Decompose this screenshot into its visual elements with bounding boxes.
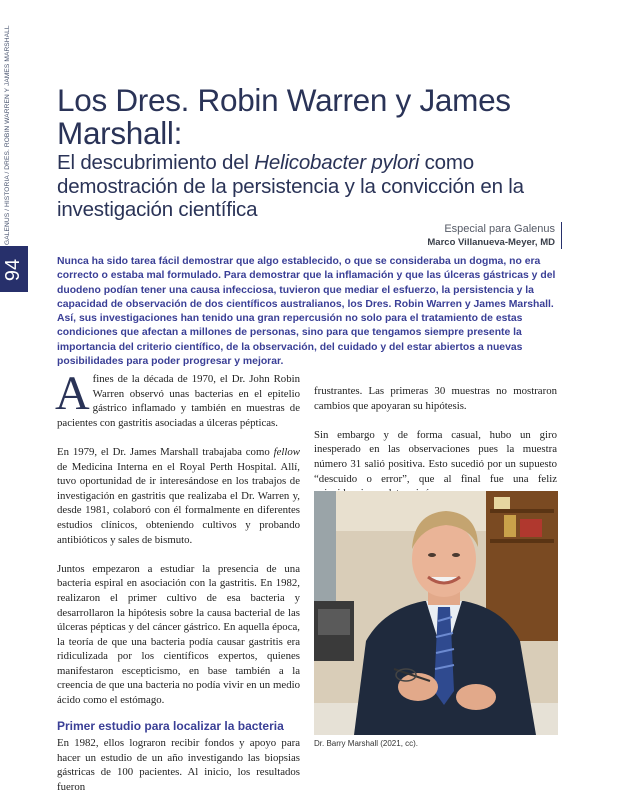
paragraph-5: frustrantes. Las primeras 30 muestras no mostraron cambios que apoyaran su hipótesis.: [314, 385, 557, 412]
article-title: Los Dres. Robin Warren y James Marshall:: [57, 82, 511, 151]
page-number: 94: [2, 258, 24, 282]
photo-caption: Dr. Barry Marshall (2021, cc).: [314, 739, 419, 748]
abstract: Nunca ha sido tarea fácil demostrar que algo establecido, o que se consideraba un dogma, no era correcto o estaba mal formulado. Para demostrar que la inflamación y que las úlceras gástricas y del duodeno podían tener una causa infecciosa, tuvieron que mediar el esfuerzo, la persistencia y la capacidad de observación de dos científicos australianos, los Dres. Robin Warren y James Marshall. Así, sus investigaciones han tenido una gran repercusión no solo para el tratamiento de estas condiciones que afectan a millones de personas, sino para que tengamos siempre presente la importancia del criterio científico, de la observación, del cuidado y del estar abiertos a nuevas posibilidades para poder progresar y mejorar.: [57, 256, 556, 368]
portrait-illustration: [314, 491, 558, 735]
paragraph-3: Juntos empezaron a estudiar la presencia de una bacteria espiral en asociación con la gastritis. En 1982, realizaron el primer cultivo de esa bacteria y desarrollaron la hipótesis sobre la causa bacterial de las úlceras pépticas y del cáncer gástrico. En aquella época, la teoría de que una bacteria podía causar gastritis era ridiculizada por los científicos expertos, quienes manifestaron escepticismo, en base también a la creencia de que una bacteria no podía vivir en un medio ácido como el estómago.: [57, 562, 300, 707]
running-head: GALENUS / HISTORIA / DRES. ROBIN WARREN Y JAMES MARSHALL: [4, 25, 11, 245]
section-heading: Primer estudio para localizar la bacteria: [57, 719, 284, 734]
article-subtitle: El descubrimiento del Helicobacter pylori como demostración de la persistencia y la convicción en la investigación científica: [57, 151, 524, 221]
paragraph-1: Afines de la década de 1970, el Dr. John Robin Warren observó unas bacterias en el epitelio gástrico inflamado y también en muestras de pacientes con gastritis asociadas a úlceras pépticas.: [55, 367, 300, 429]
column-left: [55, 367, 300, 802]
portrait-photo: [314, 491, 558, 735]
subtitle-species: Helicobacter pylori: [254, 151, 420, 174]
paragraph-6: Sin embargo y de forma casual, hubo un giro inesperado en las observaciones pues la muestra número 31 salió positiva. Esto sucedió por un supuesto “descuido o error”, que al final fue una feliz: [314, 428, 557, 485]
byline: [427, 222, 562, 249]
byline-author: Marco Villanueva-Meyer, MD: [427, 237, 555, 248]
paragraph-4: En 1982, ellos lograron recibir fondos y apoyo para hacer un estudio de un año investigando las biopsias gástricas de 100 pacientes. Al inicio, los resultados fueron: [57, 737, 300, 794]
paragraph-2: En 1979, el Dr. James Marshall trabajaba como fellow de Medicina Interna en el Royal Perth Hospital. Allí, tuvo oportunidad de ir interesándose en los trabajos de investigación en gastritis que realizaba el Dr. Warren y, desde 1981, colaboró con él formalmente en diferentes estudios clínicos, obteniendo cultivos y probando antibióticos y sales de bismuto.: [57, 445, 300, 546]
byline-special: Especial para Galenus: [444, 223, 555, 235]
drop-cap: A: [55, 367, 90, 420]
